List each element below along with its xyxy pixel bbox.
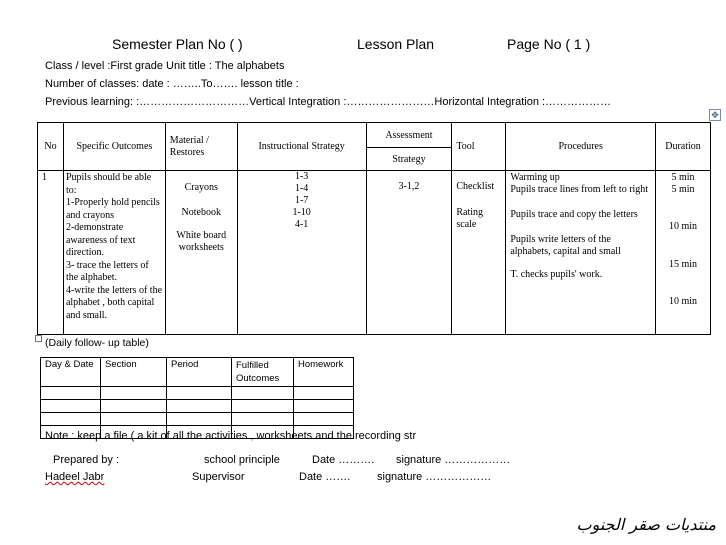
header-procedures: Procedures bbox=[506, 123, 656, 171]
header-material: Material / Restores bbox=[165, 123, 237, 171]
number-of-classes-line: Number of classes: date : ……..To……. lesson title : bbox=[45, 78, 299, 90]
header-assessment-strategy: Strategy bbox=[366, 148, 452, 171]
outcome-item: 1-Properly hold pencils and crayons bbox=[65, 197, 160, 221]
followup-cell[interactable] bbox=[232, 387, 294, 400]
duration-item: 10 min bbox=[668, 221, 698, 232]
class-level-line: Class / level :First grade Unit title : The alphabets bbox=[45, 60, 285, 72]
date-field-2: Date ……. bbox=[299, 471, 351, 483]
page-number: Page No ( 1 ) bbox=[507, 36, 591, 52]
strategy-item: 1-10 bbox=[292, 207, 311, 218]
followup-table bbox=[40, 357, 354, 439]
outcome-item: 2-demonstrate awareness of text direction. bbox=[65, 222, 136, 258]
followup-cell[interactable] bbox=[101, 413, 167, 426]
procedure-item: Pupils trace and copy the letters bbox=[510, 209, 638, 220]
outcomes-cell bbox=[63, 171, 165, 335]
table-move-handle-icon[interactable]: ✥ bbox=[709, 109, 721, 121]
followup-cell[interactable] bbox=[101, 387, 167, 400]
followup-cell[interactable] bbox=[41, 387, 101, 400]
strategy-item: 1-4 bbox=[294, 183, 309, 194]
assessment-strategy-cell: 3-1,2 bbox=[366, 171, 452, 335]
date-field-1: Date ………. bbox=[312, 454, 375, 466]
duration-item: 10 min bbox=[668, 296, 698, 307]
followup-header-period: Period bbox=[167, 358, 232, 387]
header-duration: Duration bbox=[656, 123, 711, 171]
materials-cell bbox=[165, 171, 237, 335]
semester-plan-title: Semester Plan No ( ) bbox=[112, 36, 243, 52]
note-text: Note : keep a file ( a kit of all the activities , worksheets and the recording str bbox=[45, 430, 417, 442]
outcome-item: 4-write the letters of the alphabet , both capital and small. bbox=[65, 284, 163, 321]
followup-header-fulfilled-outcomes: Fulfilled Outcomes bbox=[232, 358, 294, 387]
strategy-item: 1-7 bbox=[294, 195, 309, 206]
header-no: No bbox=[38, 123, 64, 171]
prepared-by-label: Prepared by : bbox=[53, 454, 120, 466]
material-item: Crayons bbox=[184, 182, 218, 193]
signature-field-2: signature ……………… bbox=[377, 471, 492, 483]
procedure-item: Warming up bbox=[510, 172, 560, 183]
lesson-plan-table bbox=[37, 122, 711, 335]
school-principal-label: school principle bbox=[204, 454, 280, 466]
followup-cell[interactable] bbox=[101, 400, 167, 413]
material-item: Notebook bbox=[181, 207, 221, 218]
supervisor-label: Supervisor bbox=[192, 471, 245, 483]
followup-cell[interactable] bbox=[232, 400, 294, 413]
row-no: 1 bbox=[38, 171, 64, 335]
outcome-item: 3- trace the letters of the alphabet. bbox=[65, 259, 149, 283]
header-outcomes: Specific Outcomes bbox=[63, 123, 165, 171]
tool-item: Checklist bbox=[456, 181, 495, 192]
header-tool: Tool bbox=[452, 123, 506, 171]
procedures-cell bbox=[506, 171, 656, 335]
signature-field-1: signature ……………… bbox=[396, 454, 511, 466]
followup-cell[interactable] bbox=[294, 400, 354, 413]
outcome-item: Pupils should be able to: bbox=[65, 172, 152, 196]
strategies-cell bbox=[237, 171, 366, 335]
followup-caption: (Daily follow- up table) bbox=[45, 337, 149, 349]
followup-cell[interactable] bbox=[232, 413, 294, 426]
followup-cell[interactable] bbox=[294, 413, 354, 426]
followup-header-homework: Homework bbox=[294, 358, 354, 387]
durations-cell bbox=[656, 171, 711, 335]
followup-cell[interactable] bbox=[167, 413, 232, 426]
followup-cell[interactable] bbox=[167, 400, 232, 413]
followup-cell[interactable] bbox=[41, 413, 101, 426]
followup-header-day-date: Day & Date bbox=[41, 358, 101, 387]
duration-item: 5 min bbox=[671, 172, 695, 183]
anchor-marker-icon bbox=[35, 335, 42, 342]
strategy-item: 4-1 bbox=[294, 219, 309, 230]
followup-cell[interactable] bbox=[167, 387, 232, 400]
procedure-item: Pupils trace lines from left to right bbox=[510, 184, 649, 195]
procedure-item: Pupils write letters of the alphabets, capital and small bbox=[510, 234, 621, 257]
tools-cell bbox=[452, 171, 506, 335]
lesson-plan-title: Lesson Plan bbox=[357, 36, 435, 52]
header-assessment: Assessment bbox=[366, 123, 452, 148]
tool-item: Rating scale bbox=[456, 207, 484, 230]
material-item: White board worksheets bbox=[176, 230, 227, 253]
followup-header-section: Section bbox=[101, 358, 167, 387]
strategy-item: 1-3 bbox=[294, 171, 309, 182]
followup-cell[interactable] bbox=[41, 400, 101, 413]
duration-item: 5 min bbox=[671, 184, 695, 195]
duration-item: 15 min bbox=[668, 259, 698, 270]
header-instructional-strategy: Instructional Strategy bbox=[237, 123, 366, 171]
procedure-item: T. checks pupils' work. bbox=[510, 269, 603, 280]
preparer-name: Hadeel Jabr bbox=[45, 471, 105, 483]
followup-cell[interactable] bbox=[294, 387, 354, 400]
previous-learning-line: Previous learning: :…………………………Vertical Integration :……………………Horizontal Integration :……………… bbox=[45, 96, 612, 108]
forum-watermark-text: منتديات صقر الجنوب bbox=[576, 515, 716, 534]
